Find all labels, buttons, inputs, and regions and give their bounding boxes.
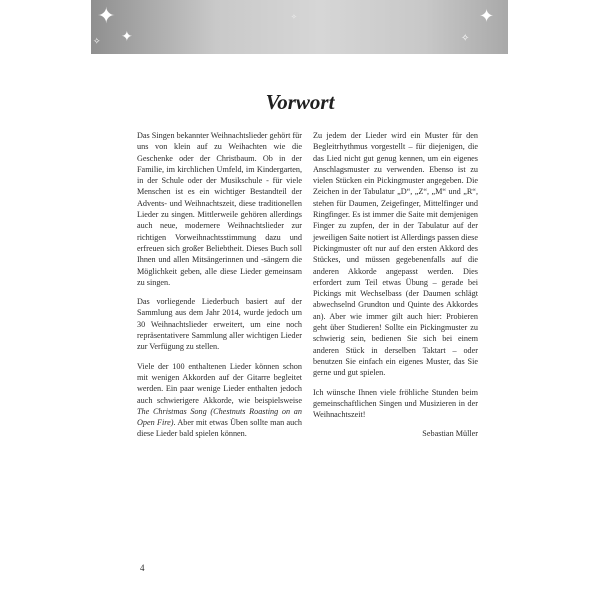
- paragraph: [137, 361, 302, 440]
- paragraph-text: . Aber mit etwas Üben sollte man auch diese Lieder bald spielen können.: [137, 418, 302, 439]
- paragraph: Zu jedem der Lieder wird ein Muster für den Begleitrhythmus vorgestellt – für diejenigen, die das Lied nicht gut genug kennen, um ein eigenes Anschlagsmuster zu verwenden. Ebenso ist zu vielen Stücken ein Pickingmuster angegeben. Die Zeichen in der Tabulatur „D“, „Z“, „M“ und „R“, stehen für Daumen, Zeigefinger, Mittelfinger und Ringfinger. Es ist immer die Saite mit demjenigen Finger zu zupfen, der in der Tabulatur auf der jeweiligen Saite notiert ist Allerdings passen diese Pickingmuster oft nur auf den ersten Akkord des Stückes, und müssen gegebenenfalls auf die anderen Akkorde angepasst werden. Dies erfordert zum Teil etwas Übung – gerade bei Pickings mit Wechselbass (der Daumen schlägt abwechselnd Grundton und Quinte des Akkordes an). Aber wie immer gilt auch hier: Probieren geht über Studieren! Sollte ein Pickingmuster zu schwierig sein, bedienen Sie sich bei einem anderen Stück in derselben Taktart – oder benutzen Sie einfach ein eigenes Muster, das Sie gerne und gut spielen.: [313, 131, 478, 378]
- paragraph: Das Singen bekannter Weihnachtslieder gehört für uns von klein auf zu Weihachten wie die Geschenke oder der Christbaum. Ob in der Familie, im kirchlichen Umfeld, im Kindergarten, in der Schule oder der Musikschule - für viele Menschen ist es ein wichtiger Bestandteil der Advents- und Weihnachtszeit, diese traditionellen Lieder zu singen. Mittlerweile gehören allerdings auch neue, modernere Weihnachtslieder zur richtigen Vorweihnachtsstimmung dazu und erfreuen sich großer Beliebtheit. Dieses Buch soll Ihnen und allen Mitsängerinnen und -sängern die Möglichkeit geben, alle diese Lieder gemeinsam zu singen.: [137, 131, 302, 287]
- paragraph: Ich wünsche Ihnen viele fröhliche Stunden beim gemeinschaftlichen Singen und Musizieren in der Weihnachtszeit!: [313, 387, 478, 420]
- sparkle-icon: ✧: [291, 13, 297, 21]
- sparkle-icon: ✧: [93, 37, 101, 47]
- song-title-italic: The Christmas Song (Chestnuts Roasting on an Open Fire): [137, 406, 302, 428]
- right-column: [313, 130, 478, 448]
- sparkle-icon: ✦: [97, 4, 116, 29]
- sparkle-icon: ✦: [479, 6, 495, 27]
- page-title: Vorwort: [265, 90, 335, 114]
- left-column: [137, 130, 302, 448]
- sparkle-icon: ✧: [461, 33, 470, 44]
- page-number: 4: [140, 563, 145, 573]
- paragraph: Das vorliegende Liederbuch basiert auf der Sammlung aus dem Jahr 2014, wurde jedoch um 30 Weihnachtslieder erweitert, um eine noch repräsentativere Sammlung aller wichtigen Lieder zur Verfügung zu stellen.: [137, 297, 302, 352]
- sparkle-icon: ✦: [121, 29, 133, 45]
- paragraph-text: Viele der 100 enthaltenen Lieder können schon mit wenigen Akkorden auf der Gitarre begleitet werden. Ein paar wenige Lieder enthalten jedoch auch schwierigere Akkorde, wie beispielsweise: [137, 361, 302, 405]
- signature: Sebastian Müller: [422, 429, 478, 439]
- header-banner-image: [91, 0, 508, 54]
